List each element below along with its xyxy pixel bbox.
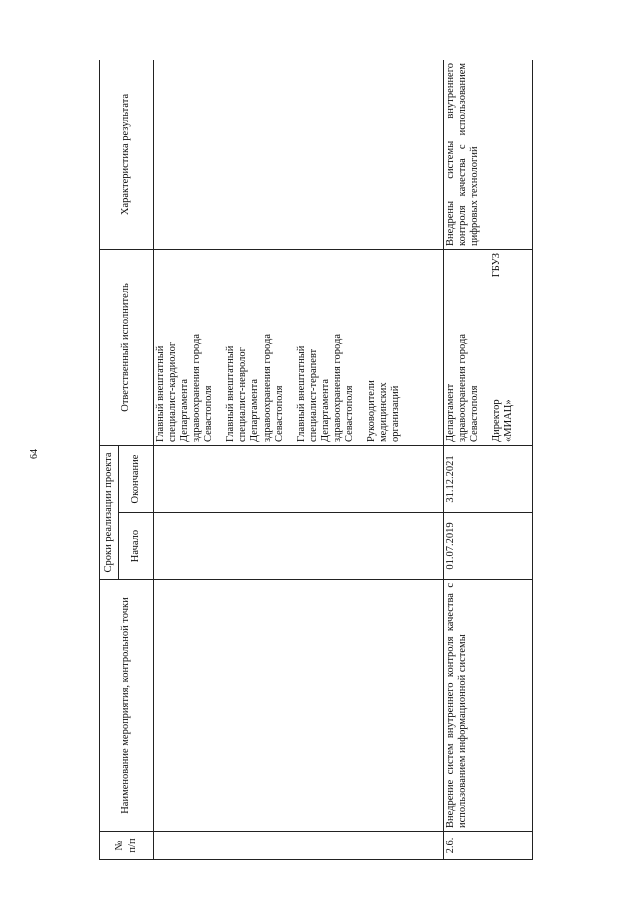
cell-number-empty <box>154 832 444 860</box>
cell-end-empty <box>154 445 444 512</box>
resp-line: Департамента <box>179 378 191 442</box>
cell-end-date: 31.12.2021 <box>444 445 533 512</box>
cell-responsible <box>444 249 533 445</box>
resp-line: здравоохранения города <box>191 334 203 442</box>
resp-line: Департамента <box>249 378 261 442</box>
header-number-sign: № <box>114 840 126 851</box>
page-number: 64 <box>29 449 40 459</box>
resp-line: Главный внештатный <box>225 345 237 442</box>
header-end: Окончание <box>119 445 154 512</box>
cell-result <box>444 60 533 249</box>
resp-line: Департамент <box>445 383 456 442</box>
resp-line: Главный внештатный <box>155 345 166 442</box>
resp-line: медицинских <box>378 382 389 442</box>
responsible-cardiologist <box>155 253 215 442</box>
cell-name-empty <box>154 580 444 832</box>
resp-line: организаций <box>390 385 402 442</box>
resp-line: здравоохранения города <box>331 334 343 442</box>
resp-line: здравоохранения города <box>457 334 469 442</box>
resp-line: Департамента <box>319 378 331 442</box>
resp-line: специалист-невролог <box>237 347 249 442</box>
event-name-text: Внедрение систем внутреннего контроля качества с использованием информационной системы <box>445 583 469 828</box>
header-name: Наименование мероприятия, контрольной точки <box>100 580 154 832</box>
result-text: Внедрены системы внутреннего контроля качества с использованием цифровых технологий <box>445 62 481 246</box>
rotated-page-area <box>99 60 624 860</box>
cell-start-empty <box>154 513 444 580</box>
resp-line: специалист-терапевт <box>307 348 319 442</box>
resp-line: Севастополя <box>343 385 355 442</box>
responsible-neurologist <box>225 253 285 442</box>
director-org: «МИАЦ» <box>503 399 515 442</box>
director-label: Директор <box>491 399 503 442</box>
resp-line: Севастополя <box>273 385 285 442</box>
cell-responsible-list <box>154 249 444 445</box>
cell-start-date: 01.07.2019 <box>444 513 533 580</box>
cell-name <box>444 580 533 832</box>
table-row-continued <box>154 60 444 860</box>
table-row-2-6 <box>444 60 533 860</box>
resp-line: Руководители <box>365 380 377 442</box>
resp-line: специалист-кардиолог <box>167 341 179 442</box>
header-responsible: Ответственный исполнитель <box>100 249 154 445</box>
cell-result-empty <box>154 60 444 249</box>
table-sheet <box>99 60 624 860</box>
header-number-cell <box>100 832 154 860</box>
responsible-org-heads <box>366 253 402 442</box>
cell-number: 2.6. <box>444 832 533 860</box>
header-number-pp: п/п <box>126 838 138 853</box>
director-org-prefix: ГБУЗ <box>491 252 503 278</box>
responsible-therapist <box>296 253 356 442</box>
header-start: Начало <box>119 513 154 580</box>
director-line <box>491 253 503 442</box>
resp-line: Главный внештатный <box>295 345 307 442</box>
resp-line: Севастополя <box>203 385 215 442</box>
header-terms: Сроки реализации проекта <box>100 445 119 579</box>
table-header-row <box>100 60 119 860</box>
header-result: Характеристика результата <box>100 60 154 249</box>
resp-line: здравоохранения города <box>261 334 273 442</box>
resp-line: Севастополя <box>469 385 481 442</box>
project-plan-table <box>99 60 533 860</box>
